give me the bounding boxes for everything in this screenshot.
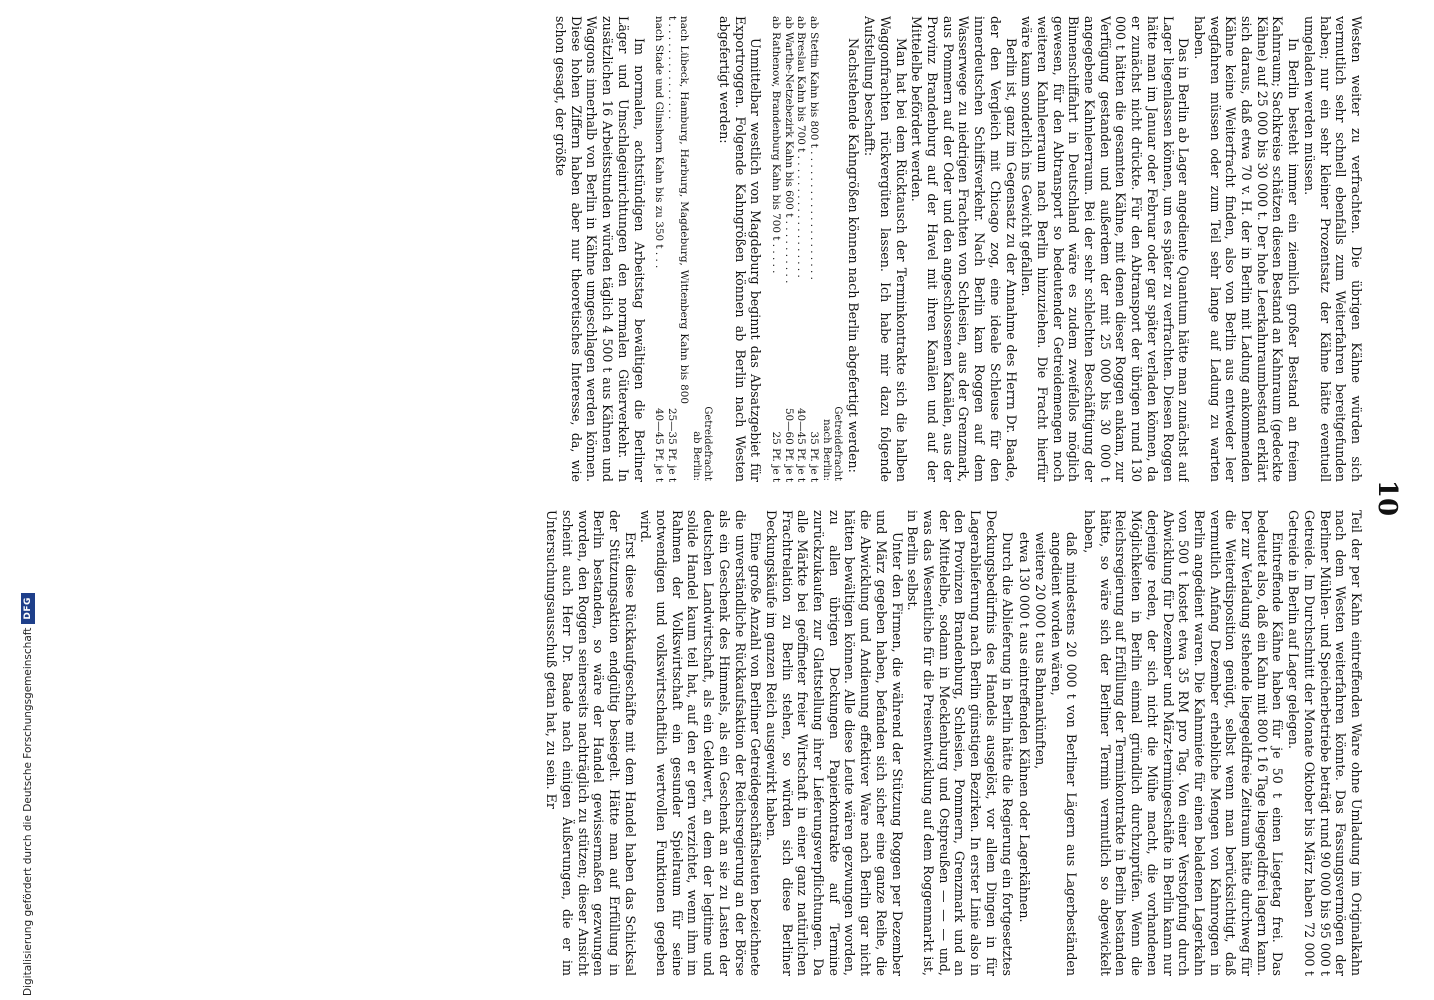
table-row [653,16,666,482]
freight-rate: 35 Pf. je t [807,431,820,482]
freight-rate: 40—45 Pf. je t [653,407,666,482]
footer-credit-text: Digitalisierung gefördert durch die Deutsche Forschungsgemeinschaft [22,627,34,996]
route-label: ab Stettin Kahn bis 800 t . . . . . . . . . . . . . . . . . . . . [807,16,820,280]
indented-list [1017,510,1080,976]
indented-line: etwa 130 000 t aus eintreffenden Kähnen oder Lagerkähnen. [1017,532,1033,923]
route-label: nach Stade und Glinshorn Kahn bis zu 350 t . . . [653,16,666,269]
document-page [24,8,1404,988]
paragraph: In Berlin besteht immer ein ziemlich großer Bestand an freiem Kahnraum; Sachkreise schätzen diesen Bestand an Kahnraum (gedeckte Kähne) auf 25 000 bis 30 000 t. Der hohe Leerkahnraumbestand erklärt sich daraus, daß etwa 70 v. H. der in Berlin mit Ladung ankommenden Kähne keine Weiterfracht finden, also von Berlin aus entweder leer wegfahren müssen oder zum Teil sehr lange auf Ladung zu warten haben. [1191,16,1302,482]
paragraph: Im normalen, achtstündigen Arbeitstag bewältigen die Berliner Läger und Umschlageinrichtungen den normalen Güterverkehr. In zusätzlichen 16 Arbeitsstunden würden täglich 4 500 t aus Kähnen und Waggons innerhalb von Berlin in Kähne umgeschlagen werden können. Diese hohen Ziffern haben aber nur theoretisches Interesse, da, wie schon gesagt, der größte [553,16,647,482]
dfg-logo-icon: DFG [21,593,35,624]
paragraph: Nachstehende Kahngrößen können nach Berlin abgefertigt werden: [846,38,862,473]
freight-rate: 50—60 Pf. je t [782,407,795,482]
page-number: 10 [1372,479,1402,517]
freight-table-header: Getreidefracht nach Berlin: [820,406,843,481]
table-row [769,16,782,482]
paragraph: Unter den Firmen, die während der Stützung Roggen per Dezember und März gegeben haben, befanden sich sicher eine ganze Reihe, die die Abwicklung und Andienung effektiver Ware nach Berlin gar nicht hätten bewältigen können. Alle diese Leute wären gezwungen worden, zu allen übrigen Deckungen Papierkontrakte auf Termine zurückzukaufen zur Glattstellung ihrer Lieferungsverpflichtungen. Da alle Märkte bei geöffneter freier Wirtschaft in einer ganz natürlichen Frachtrelation zu Berlin stehen, so würden sich diese Berliner Deckungskäufe im ganzen Reich ausgewirkt haben. [763,510,905,976]
paragraph: Eintreffende Kähne haben für je 50 t einen Liegetag frei. Das bedeutet also, daß ein Kahn mit 800 t 16 Tage liegegeldfrei lagern kann. Der zur Verladung stehende liegegeldfreie Zeitraum hätte durchweg für die Weiterdisposition genügt, selbst wenn man berücksichtigt, daß vermutlich Anfang Dezember erhebliche Mengen von Kahnroggen in Berlin angedient waren. Die Kahnmiete für einen beladenen Lagerkahn von 500 t kostet etwa 35 RM pro Tag. Von einer Verstopfung durch Abwicklung für Dezember und März-termingeschäfte in Berlin kann nur derjenige reden, der sich nicht die Mühe macht, die vorhandenen Möglichkeiten in Berlin einmal gründlich durchzuprüfen. Wenn die Reichsregierung auf Erfüllung der Terminkontrakte in Berlin bestanden hätte, so wäre sich der Berliner Termin vermutlich so abgewickelt haben, [1082,510,1286,976]
freight-rate: 40—45 Pf. je t [795,407,808,482]
route-label: ab Breslau Kahn bis 700 t . . . . . . . . . . . . . . . . . . . [795,16,808,278]
right-column [29,510,1364,976]
paragraph: Man hat bei dem Rücktausch der Terminkontrakte sich die halben Waggonfrachten rückvergüten lassen. Ich habe mir dazu folgende Aufstellung beschafft: [862,16,909,482]
paragraph: Das in Berlin ab Lager angediente Quantum hätte man zunächst auf Lager liegenlassen können, um es später zu verfrachten. Diesen Roggen hätte man im Januar oder Februar oder gar später verladen können, da er zunächst nicht drückte. Für den Abtransport der übrigen rund 130 000 t hätten die gesamten Kähne, mit denen dieser Roggen ankam, zur Verfügung gestanden und außerdem der mit 25 000 bis 30 000 t angegebene Kahnleerraum. Bei der sehr schlechten Beschäftigung der Binnenschiffahrt in Deutschland wäre es zudem zweifellos möglich gewesen, für den Abtransport so bedeutender Getreidemengen noch weiteren Kahnleerraum nach Berlin hinzuziehen. Die Fracht hierfür wäre kaum sonderlich ins Gewicht gefallen. [1019,16,1192,482]
route-label: nach Lübeck, Hamburg, Harburg, Magdeburg, Wittenberg Kahn bis 800 t . . . . . . . . . . . . . . . [665,16,691,404]
table-row [795,16,808,482]
freight-rate: 25—35 Pf. je t [665,407,678,482]
paragraph: Durch die Ablieferung in Berlin hätte die Regierung ein fortgesetztes Deckungsbedürfnis des Handels ausgelöst, vor allem Dingen in für Lagerablieferung nach Berlin günstigen Bezirken. In erster Linie also in den Provinzen Brandenburg, Schlesien, Pommern, Grenzmark und an der Mittelelbe, sodann in Mecklenburg und Ostpreußen — — — und, was das Wesentliche für die Preisentwicklung auf dem Roggenmarkt ist, in Berlin selbst. [905,510,1015,976]
paragraph: Teil der per Kahn eintreffenden Ware ohne Umladung im Originalkahn nach dem Westen weiterfahren könnte. Das Fassungsvermögen der Berliner Mühlen- und Speicherbetriebe beträgt rund 90 000 bis 95 000 t Getreide. Im Durchschnitt der Monate Oktober bis März haben 72 000 t Getreide in Berlin auf Lager gelegen. [1286,510,1364,976]
freight-table-header: Getreidefracht ab Berlin: [691,406,714,481]
table-row [807,16,820,482]
indented-line: weitere 20 000 t aus Bahnankünften, [1032,532,1048,770]
paragraph: Erst diese Rückkaufgeschäfte mit dem Handel haben das Schicksal der Stützungsaktion endgültig besiegelt. Hätte man auf Erfüllung in Berlin bestanden, so wäre der Handel gewissermaßen gezwungen worden, den Roggen seinerseits nachträglich zu stützen; dieser Ansicht scheint auch Herr Dr. Baade nach einigen Äußerungen, die er im Untersuchungsausschuß getan hat, zu sein. Er [544,510,638,976]
freight-table [653,16,715,482]
indented-line: daß mindestens 20 000 t von Berliner Lägern aus Lagerbeständen angedient worden wären, [1048,532,1080,976]
paragraph: Berlin ist, ganz im Gegensatz zu der Annahme des Herrn Dr. Baade, der den Vergleich mit Chicago zog, eine ideale Schleuse für den innerdeutschen Schiffsverkehr. Nach Berlin kam Roggen auf dem Wasserwege zu niedrigen Frachten von Schlesien, aus der Grenzmark, aus Pommern auf der Oder und den angeschlossenen Kanälen, aus der Provinz Brandenburg auf der Havel mit ihren Kanälen und auf der Mittelelbe befördert werden. [909,16,1019,482]
paragraph: Unmittelbar westlich von Magdeburg beginnt das Absatzgebiet für Exportroggen. Folgende Kahngrößen können ab Berlin nach Westen abgefertigt werden: [717,16,764,482]
freight-rate: 25 Pf. je t [770,431,783,482]
route-label: ab Warthe-Netzebezirk Kahn bis 600 t . . . . . . . . . . [782,16,795,284]
paragraph: Westen weiter zu verfrachten. Die übrigen Kähne würden sich vermutlich sehr schnell ebenfalls zum Weiterfahren bereitgefunden haben; nur ein sehr kleiner Prozentsatz der Kähne hätte eventuell umgeladen werden müssen. [1301,16,1364,482]
freight-table [769,16,843,482]
table-row [782,16,795,482]
text-columns [29,16,1364,976]
paragraph: Eine große Anzahl von Berliner Getreidegeschäftsleuten bezeichnete die unverständliche Rückkaufsaktion der Reichsregierung an der Börse als ein Geschenk des Himmels, als ein Geschenk an sie zu Lasten der deutschen Landwirtschaft, als ein Geldwert, an dem der legitime und solide Handel kaum teil hat, auf den er gern verzichtet, wenn ihm im Rahmen der Volkswirtschaft ein gesunder Spielraum für seine notwendigen und volkswirtschaftlich wertvollen Funktionen gegeben wird. [638,510,764,976]
route-label: ab Rathenow, Brandenburg Kahn bis 700 t . . . . . [770,16,783,274]
footer [1,0,34,1000]
table-row [665,16,690,482]
left-column [29,16,1364,482]
